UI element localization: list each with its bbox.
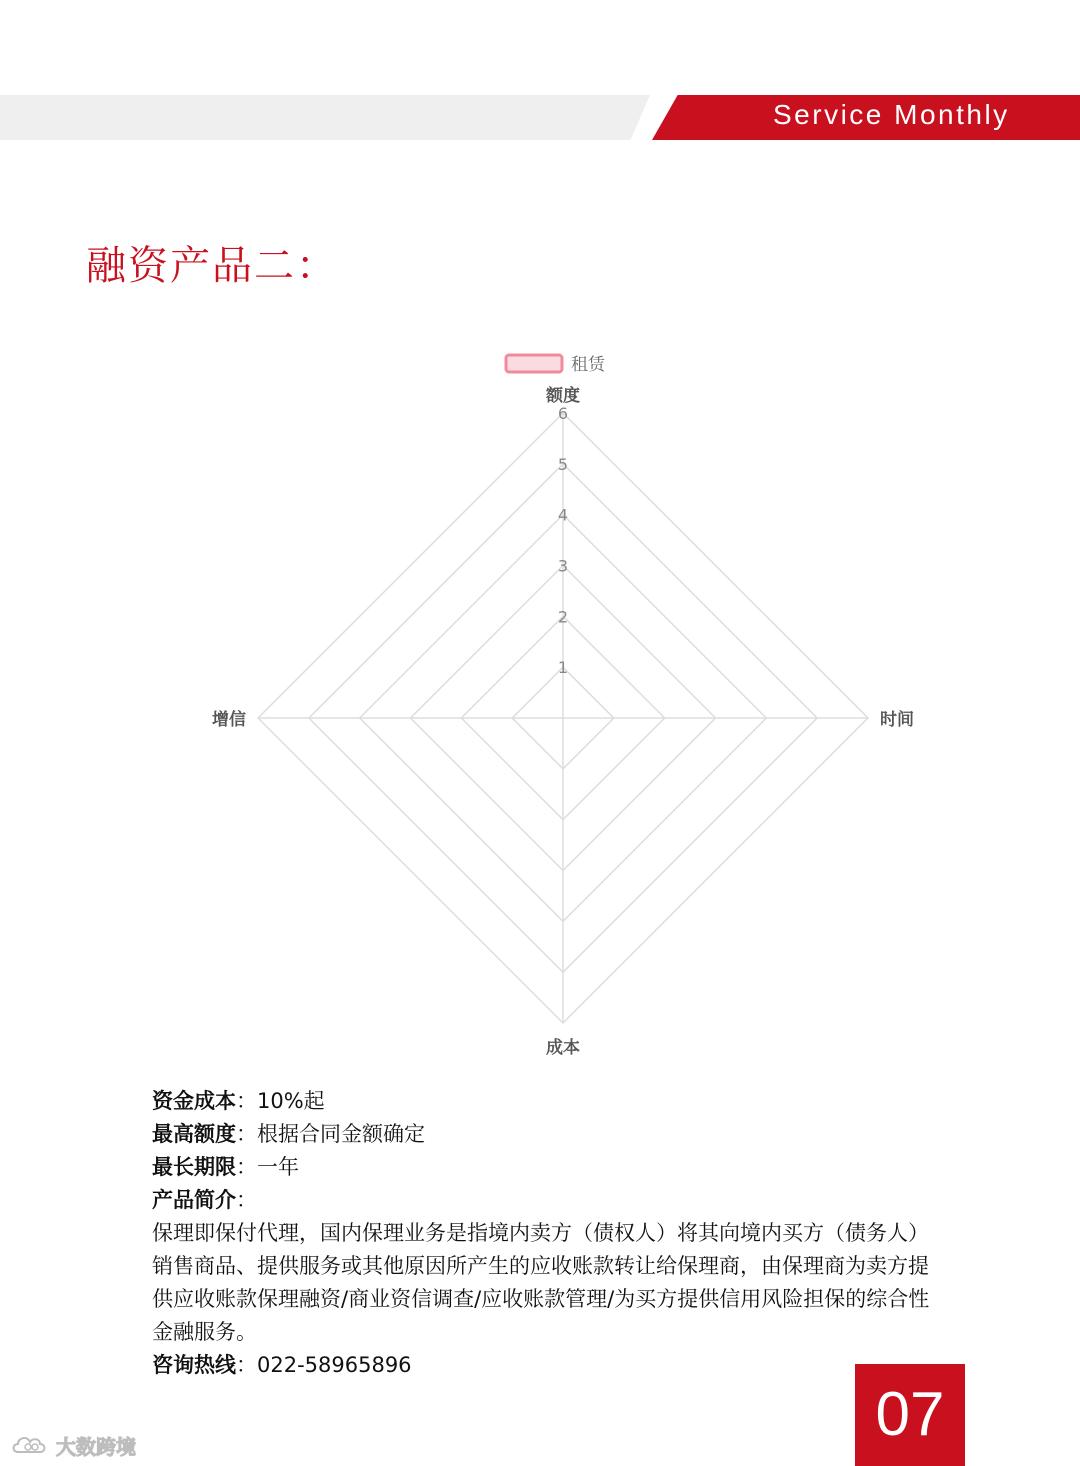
- radar-axis-label: 额度: [546, 386, 580, 406]
- amount-value: ：根据合同金额确定: [236, 1122, 425, 1146]
- watermark-text: 大数跨境: [56, 1434, 136, 1459]
- info-row-cost: [152, 1085, 942, 1118]
- radar-tick-label: 2: [557, 607, 569, 627]
- radar-tick-label: 6: [557, 404, 569, 423]
- info-row-hotline: [152, 1349, 942, 1382]
- radar-chart: [150, 340, 930, 1070]
- intro-text: 保理即保付代理，国内保理业务是指境内卖方（债权人）将其向境内买方（债务人）销售商品、提供服务或其他原因所产生的应收账款转让给保理商，由保理商为卖方提供应收账款保理融资/商业资信调查/应收账款管理/为买方提供信用风险担保的综合性金融服务。: [152, 1221, 930, 1344]
- intro-label: 产品简介: [152, 1188, 236, 1212]
- header-banner-gray: [0, 95, 650, 140]
- term-label: 最长期限: [152, 1155, 236, 1179]
- info-row-term: [152, 1151, 942, 1184]
- radar-tick-label: 5: [557, 454, 569, 474]
- radar-axis-label: 时间: [880, 710, 914, 730]
- radar-tick-label: 4: [557, 505, 569, 525]
- product-info: [152, 1085, 942, 1382]
- cost-label: 资金成本: [152, 1089, 236, 1113]
- term-value: ：一年: [236, 1155, 299, 1179]
- radar-legend: [506, 355, 606, 375]
- radar-tick-label: 1: [557, 658, 569, 678]
- page-number: 07: [875, 1380, 945, 1449]
- section-title: 融资产品二：: [86, 243, 338, 289]
- radar-axis-label: 成本: [546, 1038, 580, 1058]
- info-row-intro: [152, 1184, 942, 1217]
- amount-label: 最高额度: [152, 1122, 236, 1146]
- hotline-value: ：022-58965896: [236, 1353, 412, 1377]
- cloud-logo-icon: [10, 1432, 50, 1458]
- cost-value: ：10%起: [236, 1089, 325, 1113]
- legend-swatch[interactable]: [506, 355, 562, 372]
- info-row-amount: [152, 1118, 942, 1151]
- header-banner-text: Service Monthly: [773, 99, 1010, 130]
- hotline-label: 咨询热线: [152, 1353, 236, 1377]
- watermark: [10, 1428, 136, 1462]
- legend-label[interactable]: 租赁: [571, 355, 605, 375]
- radar-spokes: [258, 413, 868, 1023]
- intro-colon: ：: [236, 1188, 257, 1212]
- radar-tick-label: 3: [557, 556, 569, 576]
- radar-axis-label: 增信: [212, 710, 246, 730]
